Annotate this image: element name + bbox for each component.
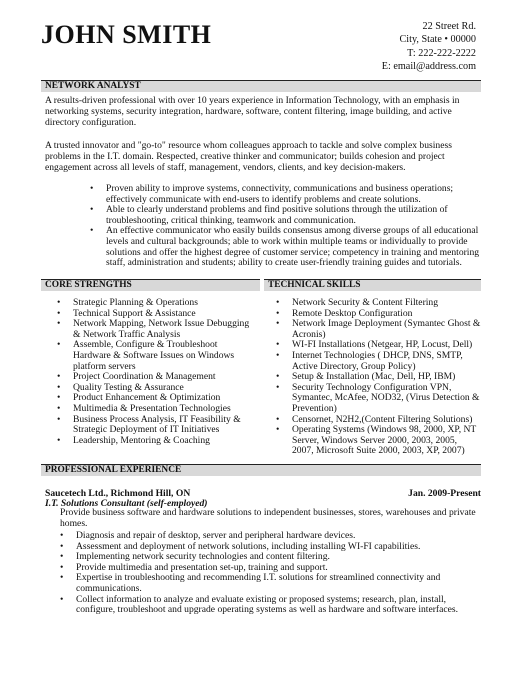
core-strengths-list [57, 298, 257, 446]
list-item-text: Business Process Analysis, IT Feasibility & Strategic Deployment of IT Initiatives [73, 413, 241, 436]
bullet-icon: • [276, 371, 280, 383]
list-item-text: Network Image Deployment (Symantec Ghost & Acronis) [292, 318, 481, 340]
bullet-icon: • [57, 381, 61, 393]
list-item-text: Product Enhancement & Optimization [73, 392, 221, 404]
summary-paragraph: A results-driven professional with over 10 years experience in Information Technology, with an emphasis in networking systems, security integration, hardware, software, content filtering, image building, and active directory configuration. [45, 95, 460, 128]
list-item [57, 319, 257, 340]
list-item-text: Quality Testing & Assurance [73, 381, 184, 393]
bullet-icon: • [276, 349, 280, 361]
list-item [57, 436, 257, 447]
bullet-icon: • [60, 572, 64, 584]
list-item [57, 415, 257, 436]
list-item-text: An effective communicator who easily builds consensus among diverse groups of all educational levels and cultural backgrounds; able to work within multiple teams or individually to provide solutions and offer the highest degree of customer service; competency in training and mentoring staff, administration and students; ability to create user-friendly training guides and tutorials. [106, 225, 480, 269]
list-item-text: Security Technology Configuration VPN, Symantec, McAfee, NOD32, (Virus Detection & Prevention) [292, 381, 480, 414]
list-item-text: Expertise in troubleshooting and recommending I.T. solutions for streamlined connectivity and communications. [76, 572, 441, 594]
contact-block [382, 20, 476, 74]
list-item-text: Setup & Installation (Mac, Dell, HP, IBM) [292, 371, 456, 383]
bullet-icon: • [90, 183, 94, 194]
list-item-text: Technical Support & Assistance [73, 307, 196, 319]
list-item [57, 340, 257, 372]
bullet-icon: • [276, 297, 280, 308]
bullet-icon: • [276, 307, 280, 319]
list-item [276, 383, 481, 415]
bullet-icon: • [276, 424, 280, 436]
list-item-text: Operating Systems (Windows 98, 2000, XP, NT Server, Windows Server 2000, 2003, 2005, 2007, Microsoft Suite 2000, 2003, XP, 2007) [292, 424, 477, 457]
list-item-text: Collect information to analyze and evaluate existing or proposed systems; research, plan, install, configure, troubleshoot and upgrade operating systems as well as hardware and software interfaces. [76, 593, 459, 616]
phone-line: T: 222-222-2222 [407, 47, 476, 59]
bullet-icon: • [276, 318, 280, 330]
summary-paragraph: A trusted innovator and "go-to" resource whom colleagues approach to tackle and solve complex business problems in the I.T. domain. Respected, creative thinker and communicator; builds cohesion and project engagement across all levels of staff, management, vendors, clients, and key decision-makers. [45, 140, 452, 173]
bullet-icon: • [60, 561, 64, 573]
address-line: 22 Street Rd. [422, 21, 476, 32]
bullet-icon: • [60, 530, 64, 541]
section-title: CORE STRENGTHS [45, 280, 132, 290]
list-item [90, 226, 480, 268]
list-item-text: Network Mapping, Network Issue Debugging & Network Traffic Analysis [73, 318, 250, 340]
list-item [90, 184, 480, 205]
list-item [90, 205, 480, 226]
list-item-text: Strategic Planning & Operations [73, 297, 198, 308]
list-item [276, 319, 481, 340]
section-title: NETWORK ANALYST [45, 81, 141, 91]
bullet-icon: • [57, 371, 61, 383]
list-item-text: Able to clearly understand problems and find positive solutions through the utilization of troubleshooting, critical thinking, teamwork and communication. [106, 204, 448, 226]
bullet-icon: • [57, 392, 61, 404]
job-title: I.T. Solutions Consultant (self-employed) [45, 498, 208, 509]
bullet-icon: • [57, 318, 61, 330]
summary-bullet-list [90, 184, 480, 269]
technical-skills-list [276, 298, 481, 457]
list-item-text: WI-FI Installations (Netgear, HP, Locust, Dell) [292, 339, 473, 351]
list-item-text: Implementing network security technologies and content filtering. [76, 551, 330, 563]
section-title: TECHNICAL SKILLS [268, 280, 361, 290]
list-item-text: Censornet, N2H2,(Content Filtering Solutions) [292, 413, 473, 425]
bullet-icon: • [57, 413, 61, 425]
bullet-icon: • [90, 204, 94, 216]
list-item-text: Proven ability to improve systems, connectivity, communications and business operations; effectively communicate with end-users to identify problems and create solutions. [106, 183, 454, 205]
experience-bullet-list [60, 531, 480, 616]
list-item [276, 351, 481, 372]
bullet-icon: • [276, 339, 280, 351]
bullet-icon: • [276, 413, 280, 425]
list-item-text: Project Coordination & Management [73, 371, 216, 383]
company-name: Saucetech Ltd., Richmond Hill, ON [45, 488, 191, 499]
bullet-icon: • [57, 297, 61, 308]
bullet-icon: • [60, 540, 64, 552]
email-line: E: email@address.com [381, 61, 476, 73]
list-item-text: Provide multimedia and presentation set-up, training and support. [76, 561, 328, 573]
bullet-icon: • [60, 551, 64, 563]
list-item-text: Internet Technologies ( DHCP, DNS, SMTP, Active Directory, Group Policy) [292, 349, 463, 372]
section-header-professional-experience [41, 464, 481, 476]
candidate-name: JOHN SMITH [41, 20, 212, 49]
list-item-text: Multimedia & Presentation Technologies [73, 402, 231, 414]
list-item [60, 573, 480, 594]
bullet-icon: • [57, 434, 61, 446]
section-header-technical-skills [264, 279, 481, 291]
bullet-icon: • [60, 593, 64, 605]
bullet-icon: • [57, 402, 61, 414]
job-dates: Jan. 2009-Present [408, 488, 481, 499]
list-item-text: Assemble, Configure & Troubleshoot Hardware & Software Issues on Windows platform servers [73, 339, 235, 372]
list-item-text: Network Security & Content Filtering [292, 297, 439, 308]
list-item-text: Remote Desktop Configuration [292, 307, 413, 319]
list-item-text: Assessment and deployment of network solutions, including installing WI-FI capabilities. [76, 540, 421, 552]
list-item [276, 425, 481, 457]
bullet-icon: • [57, 339, 61, 351]
list-item-text: Diagnosis and repair of desktop, server and peripheral hardware devices. [76, 530, 356, 541]
section-header-core-strengths [41, 279, 260, 291]
job-description: Provide business software and hardware solutions to independent businesses, stores, warehouses and private homes. [60, 507, 476, 529]
bullet-icon: • [90, 225, 94, 237]
section-title: PROFESSIONAL EXPERIENCE [45, 465, 182, 475]
section-header-network-analyst [41, 80, 481, 92]
list-item [60, 595, 480, 616]
city-state-line: City, State • 00000 [399, 34, 476, 46]
bullet-icon: • [276, 381, 280, 393]
list-item-text: Leadership, Mentoring & Coaching [73, 434, 210, 446]
bullet-icon: • [57, 307, 61, 319]
